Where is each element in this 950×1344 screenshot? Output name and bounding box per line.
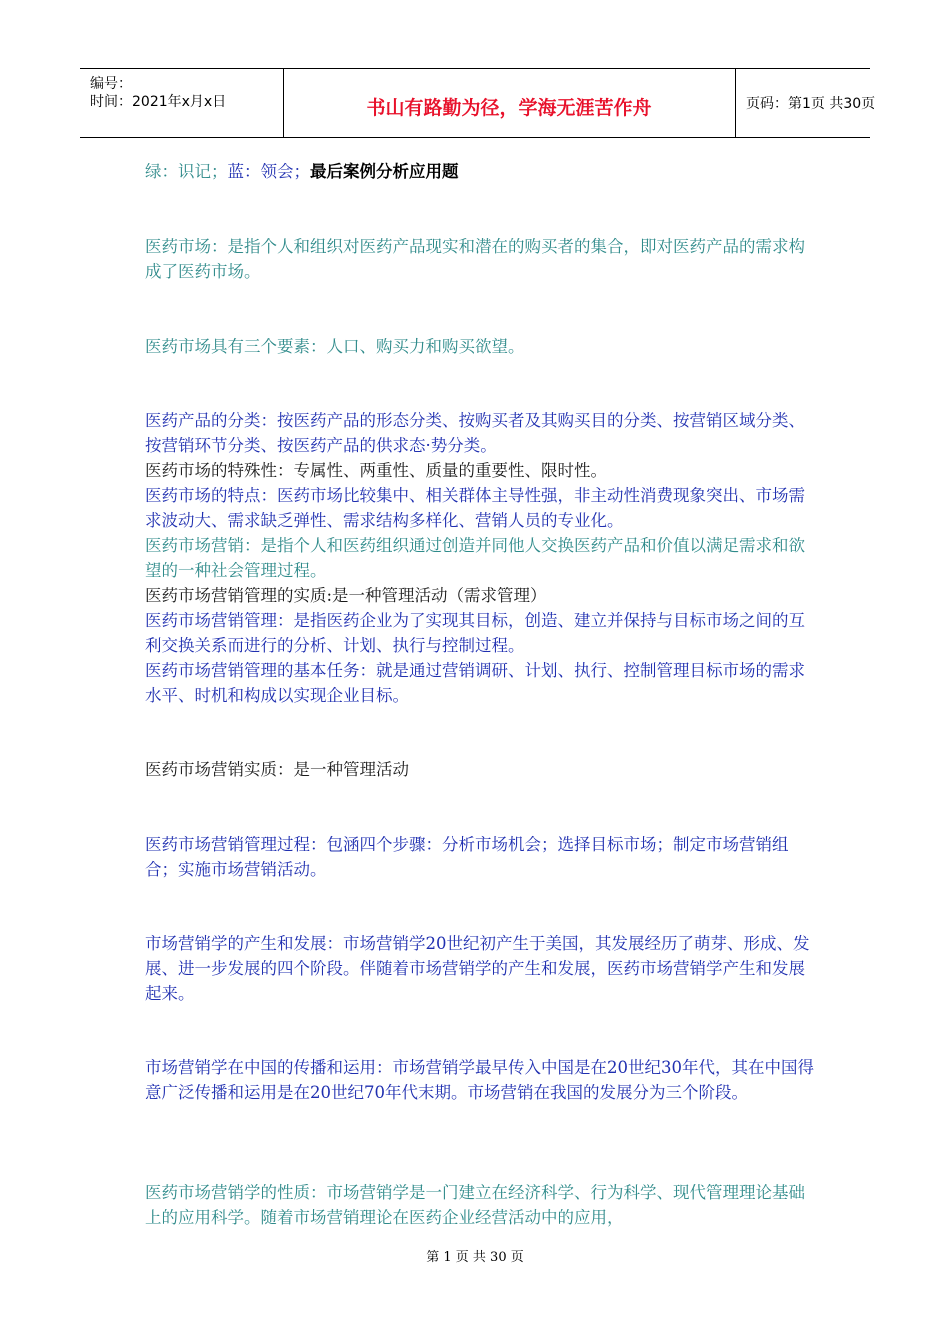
color-legend [145, 159, 815, 184]
legend-green: 绿：识记； [145, 162, 228, 181]
paragraph: 医药市场营销管理的实质:是一种管理活动（需求管理） [145, 586, 547, 605]
header-page-cell [736, 69, 876, 137]
paragraph: 市场营销学在中国的传播和运用：市场营销学最早传入中国是在20世纪30年代，其在中国得意广泛传播和运用是在20世纪70年代末期。市场营销在我国的发展分为三个阶段。 [145, 1058, 814, 1102]
legend-blue: 蓝：领会； [227, 162, 310, 181]
paragraph: 医药市场营销学的性质：市场营销学是一门建立在经济科学、行为科学、现代管理理论基础上的应用科学。随着市场营销理论在医药企业经营活动中的应用， [145, 1183, 805, 1227]
number-label: 编号： [90, 76, 132, 92]
paragraph: 医药市场营销：是指个人和医药组织通过创造并同他人交换医药产品和价值以满足需求和欲望的一种社会管理过程。 [145, 536, 805, 580]
paragraph: 医药市场营销管理的基本任务：就是通过营销调研、计划、执行、控制管理目标市场的需求水平、时机和构成以实现企业目标。 [145, 661, 805, 705]
motto: 书山有路勤为径，学海无涯苦作舟 [366, 97, 652, 119]
header-motto-cell [283, 69, 736, 137]
paragraph: 医药市场营销管理过程：包涵四个步骤：分析市场机会；选择目标市场；制定市场营销组合；实施市场营销活动。 [145, 835, 789, 879]
page-footer: 第 1 页 共 30 页 [426, 1250, 524, 1265]
paragraph: 医药市场营销实质：是一种管理活动 [145, 760, 409, 779]
header-info-cell [80, 69, 284, 137]
paragraph: 医药产品的分类：按医药产品的形态分类、按购买者及其购买目的分类、按营销区域分类、按营销环节分类、按医药产品的供求态·势分类。 [145, 411, 805, 455]
paragraph: 医药市场的特殊性：专属性、两重性、质量的重要性、限时性。 [145, 461, 607, 480]
page-info: 页码：第1页 共30页 [746, 96, 876, 112]
header-table [80, 68, 876, 138]
time-label: 时间：2021年x月x日 [90, 94, 227, 110]
paragraph: 医药市场营销管理：是指医药企业为了实现其目标，创造、建立并保持与目标市场之间的互利交换关系而进行的分析、计划、执行与控制过程。 [145, 611, 805, 655]
paragraph: 市场营销学的产生和发展：市场营销学20世纪初产生于美国，其发展经历了萌芽、形成、发展、进一步发展的四个阶段。伴随着市场营销学的产生和发展，医药市场营销学产生和发展起来。 [145, 934, 810, 1003]
paragraph: 医药市场：是指个人和组织对医药产品现实和潜在的购买者的集合，即对医药产品的需求构成了医药市场。 [145, 237, 805, 281]
paragraph: 医药市场具有三个要素：人口、购买力和购买欲望。 [145, 337, 525, 356]
legend-black: 最后案例分析应用题 [310, 162, 459, 181]
paragraph: 医药市场的特点：医药市场比较集中、相关群体主导性强，非主动性消费现象突出、市场需求波动大、需求缺乏弹性、需求结构多样化、营销人员的专业化。 [145, 486, 805, 530]
